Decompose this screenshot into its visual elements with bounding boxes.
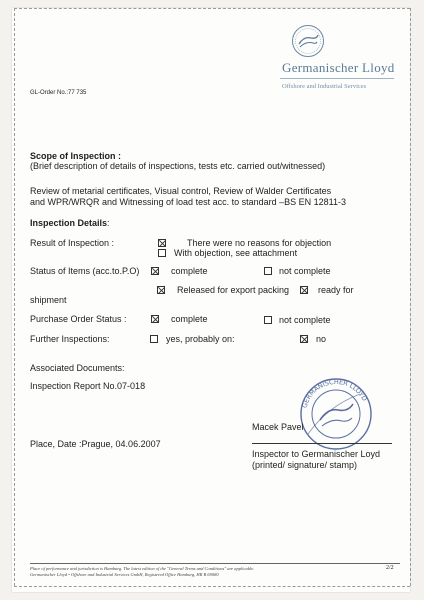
signature-instructions: (printed/ signature/ stamp) bbox=[252, 460, 358, 470]
company-name: Germanischer Lloyd bbox=[282, 60, 395, 75]
further-yes-label: yes, probably on: bbox=[166, 334, 235, 344]
page-border-right bbox=[410, 8, 411, 586]
signature-line bbox=[252, 443, 392, 444]
further-yes-checkbox[interactable] bbox=[150, 335, 158, 343]
page-border-top bbox=[14, 8, 410, 9]
po-not-complete-checkbox[interactable] bbox=[264, 316, 272, 324]
ready-for-label: ready for bbox=[318, 285, 354, 295]
status-not-complete-label: not complete bbox=[279, 266, 331, 276]
ready-for-shipment-checkbox[interactable] bbox=[300, 286, 308, 294]
po-complete-checkbox[interactable] bbox=[151, 315, 159, 323]
status-complete-label: complete bbox=[171, 266, 208, 276]
inspection-details-title bbox=[30, 218, 110, 228]
inspector-stamp-icon bbox=[298, 376, 374, 452]
scope-subtitle: (Brief description of details of inspections, tests etc. carried out/witnessed) bbox=[30, 161, 326, 171]
gl-order-number: GL-Order No.:77 735 bbox=[30, 90, 87, 96]
status-complete-checkbox[interactable] bbox=[151, 267, 159, 275]
result-of-inspection-label: Result of Inspection : bbox=[30, 238, 115, 248]
further-inspections-label: Further Inspections: bbox=[30, 334, 110, 344]
po-not-complete-label: not complete bbox=[279, 315, 331, 325]
gl-logo-emblem-icon bbox=[291, 24, 325, 58]
with-objection-checkbox[interactable] bbox=[158, 249, 166, 257]
footer-divider bbox=[30, 563, 400, 564]
inspection-details-title-colon: : bbox=[107, 218, 110, 228]
page-border-left bbox=[14, 8, 15, 586]
stamp-text: GERMANISCHER LLOYD bbox=[300, 377, 369, 409]
associated-documents-title: Associated Documents: bbox=[30, 363, 125, 373]
no-objection-checkbox[interactable] bbox=[158, 239, 166, 247]
scope-title: Scope of Inspection : bbox=[30, 151, 122, 161]
released-export-label: Released for export packing bbox=[177, 285, 290, 295]
footer-terms: Place of performance and jurisdiction is Hamburg. The latest edition of the "General Terms and Conditions" are applicable. bbox=[30, 566, 255, 571]
status-not-complete-checkbox[interactable] bbox=[264, 267, 272, 275]
footer-company: Germanischer Lloyd • Offshore and Industrial Services GmbH, Registered Office Hamburg, HR B 69080 bbox=[30, 572, 219, 577]
page-border-bottom bbox=[14, 586, 410, 587]
scope-description-line1: Review of metarial certificates, Visual control, Review of Walder Certificates bbox=[30, 186, 332, 196]
scope-description-line2: and WPR/WRQR and Witnessing of load test acc. to standard –BS EN 12811-3 bbox=[30, 197, 346, 207]
purchase-order-status-label: Purchase Order Status : bbox=[30, 314, 127, 324]
status-of-items-label: Status of Items (acc.to.P.O) bbox=[30, 266, 140, 276]
with-objection-label: With objection, see attachment bbox=[174, 248, 298, 258]
po-complete-label: complete bbox=[171, 314, 208, 324]
further-no-checkbox[interactable] bbox=[300, 335, 308, 343]
logo-divider bbox=[280, 78, 394, 79]
further-no-label: no bbox=[316, 334, 327, 344]
page-number: 2/2 bbox=[386, 565, 394, 571]
inspector-name: Macek Pavel bbox=[252, 422, 304, 432]
released-export-checkbox[interactable] bbox=[157, 286, 165, 294]
inspection-details-title-text: Inspection Details bbox=[30, 218, 108, 228]
place-and-date: Place, Date :Prague, 04.06.2007 bbox=[30, 439, 161, 449]
company-subtitle: Offshore and Industrial Services bbox=[282, 83, 367, 90]
inspector-role: Inspector to Germanischer Loyd bbox=[252, 449, 381, 459]
no-objection-label: There were no reasons for objection bbox=[187, 238, 332, 248]
inspection-report-number: Inspection Report No.07-018 bbox=[30, 381, 146, 391]
shipment-label: shipment bbox=[30, 295, 67, 305]
